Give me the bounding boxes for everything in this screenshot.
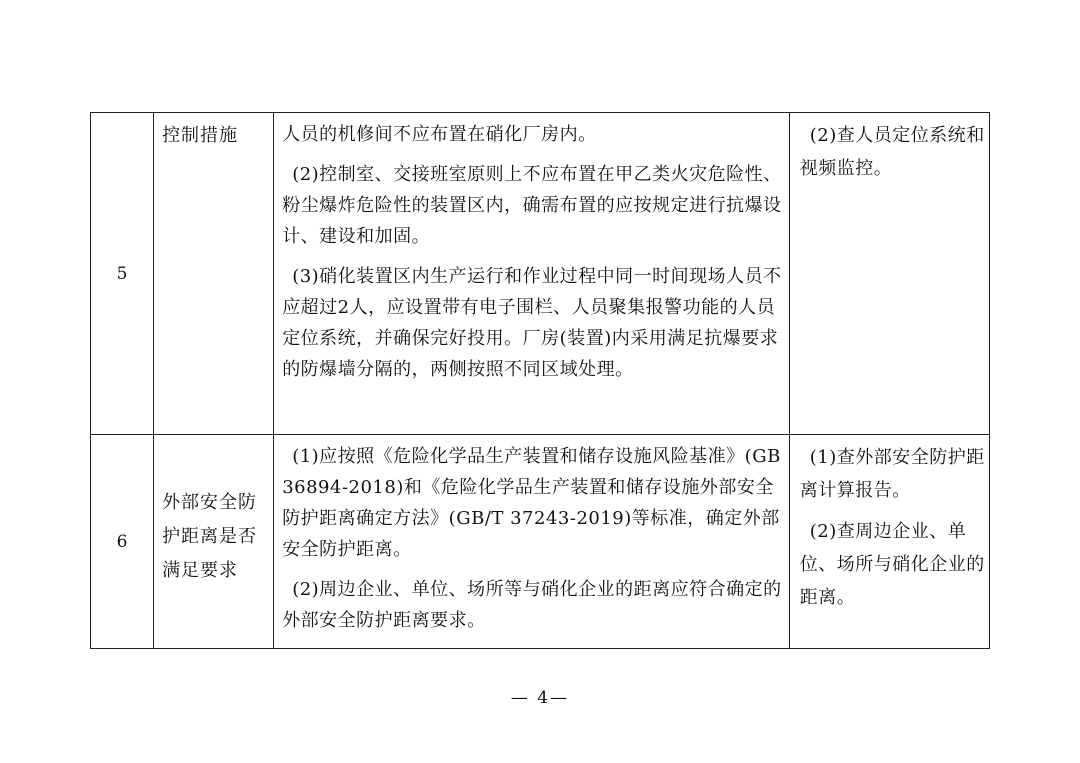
page-number: — 4— <box>510 688 570 708</box>
requirement-paragraph: (2)控制室、交接班室原则上不应布置在甲乙类火灾危险性、粉尘爆炸危险性的装置区内，确需布置的应按规定进行抗爆设计、建设和加固。 <box>282 164 782 247</box>
requirement-paragraph: (3)硝化装置区内生产运行和作业过程中同一时间现场人员不应超过2人，应设置带有电子围栏、人员聚集报警功能的人员定位系统，并确保完好投用。厂房(装置)内采用满足抗爆要求的防爆墙分隔的，两侧按照不同区域处理。 <box>282 266 782 380</box>
method-paragraph: (1)查外部安全防护距离计算报告。 <box>799 447 985 501</box>
check-item: 控制措施 <box>154 113 274 435</box>
inspection-table <box>90 112 990 649</box>
method-cell <box>789 435 989 649</box>
check-item: 外部安全防护距离是否满足要求 <box>154 435 274 649</box>
table-row <box>91 435 990 649</box>
table-row <box>91 113 990 435</box>
method-cell <box>789 113 989 435</box>
requirement-cell <box>274 113 790 435</box>
requirement-paragraph: (1)应按照《危险化学品生产装置和储存设施风险基准》(GB 36894-2018)和《危险化学品生产装置和储存设施外部安全防护距离确定方法》(GB/T 37243-2019)等标准，确定外部安全防护距离。 <box>282 446 781 560</box>
requirement-cell <box>274 435 790 649</box>
method-paragraph: (2)查人员定位系统和视频监控。 <box>799 125 985 179</box>
requirement-paragraph: (2)周边企业、单位、场所等与硝化企业的距离应符合确定的外部安全防护距离要求。 <box>282 579 782 631</box>
row-number: 6 <box>91 435 154 649</box>
requirement-paragraph: 人员的机修间不应布置在硝化厂房内。 <box>282 124 597 145</box>
row-number: 5 <box>91 113 154 435</box>
method-paragraph: (2)查周边企业、单位、场所与硝化企业的距离。 <box>799 521 985 608</box>
